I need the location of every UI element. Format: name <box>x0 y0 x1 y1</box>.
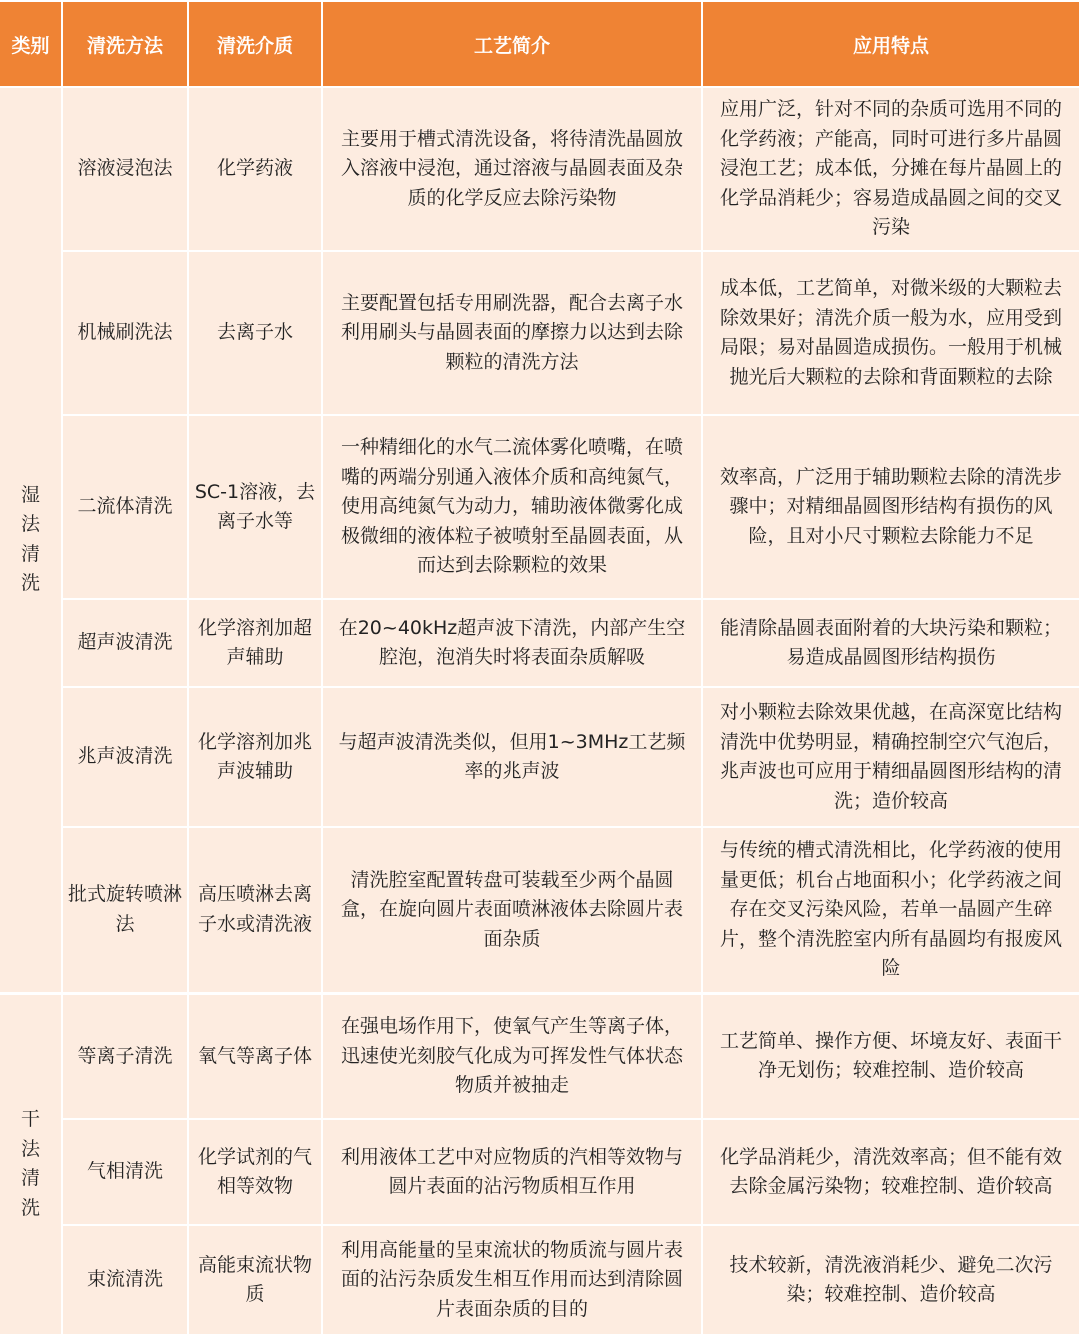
table-row <box>0 251 1080 415</box>
medium-cell: 化学溶剂加超声辅助 <box>188 599 322 687</box>
features-cell: 效率高，广泛用于辅助颗粒去除的清洗步骤中；对精细晶圆图形结构有损伤的风险，且对小尺寸颗粒去除能力不足 <box>702 415 1080 599</box>
features-cell: 成本低，工艺简单，对微米级的大颗粒去除效果好；清洗介质一般为水，应用受到局限；易对晶圆造成损伤。一般用于机械抛光后大颗粒的去除和背面颗粒的去除 <box>702 251 1080 415</box>
table-row <box>0 687 1080 827</box>
process-cell: 主要用于槽式清洗设备，将待清洗晶圆放入溶液中浸泡，通过溶液与晶圆表面及杂质的化学反应去除污染物 <box>322 87 702 251</box>
medium-cell: 去离子水 <box>188 251 322 415</box>
features-cell: 工艺简单、操作方便、坏境友好、表面干净无划伤；较难控制、造价较高 <box>702 993 1080 1119</box>
table-row <box>0 827 1080 993</box>
process-cell: 主要配置包括专用刷洗器，配合去离子水利用刷头与晶圆表面的摩擦力以达到去除颗粒的清洗方法 <box>322 251 702 415</box>
method-cell: 气相清洗 <box>62 1119 188 1225</box>
process-cell: 利用液体工艺中对应物质的汽相等效物与圆片表面的沾污物质相互作用 <box>322 1119 702 1225</box>
method-cell: 兆声波清洗 <box>62 687 188 827</box>
process-cell: 清洗腔室配置转盘可装载至少两个晶圆盒，在旋向圆片表面喷淋液体去除圆片表面杂质 <box>322 827 702 993</box>
header-category: 类别 <box>0 1 62 87</box>
medium-cell: 化学试剂的气相等效物 <box>188 1119 322 1225</box>
medium-cell: 高压喷淋去离子水或清洗液 <box>188 827 322 993</box>
features-cell: 能清除晶圆表面附着的大块污染和颗粒；易造成晶圆图形结构损伤 <box>702 599 1080 687</box>
table-row <box>0 1225 1080 1335</box>
medium-cell: 氧气等离子体 <box>188 993 322 1119</box>
medium-cell: 化学溶剂加兆声波辅助 <box>188 687 322 827</box>
category-dry: 干法清洗 <box>0 993 62 1335</box>
method-cell: 超声波清洗 <box>62 599 188 687</box>
table-row <box>0 599 1080 687</box>
process-cell: 在强电场作用下，使氧气产生等离子体，迅速使光刻胶气化成为可挥发性气体状态物质并被抽走 <box>322 993 702 1119</box>
medium-cell: SC-1溶液，去离子水等 <box>188 415 322 599</box>
header-process: 工艺简介 <box>322 1 702 87</box>
process-cell: 利用高能量的呈束流状的物质流与圆片表面的沾污杂质发生相互作用而达到清除圆片表面杂质的目的 <box>322 1225 702 1335</box>
method-cell: 机械刷洗法 <box>62 251 188 415</box>
table-row <box>0 993 1080 1119</box>
table-row <box>0 87 1080 251</box>
table-row <box>0 415 1080 599</box>
table-row <box>0 1119 1080 1225</box>
header-features: 应用特点 <box>702 1 1080 87</box>
header-method: 清洗方法 <box>62 1 188 87</box>
features-cell: 技术较新，清洗液消耗少、避免二次污染；较难控制、造价较高 <box>702 1225 1080 1335</box>
method-cell: 溶液浸泡法 <box>62 87 188 251</box>
features-cell: 对小颗粒去除效果优越，在高深宽比结构清洗中优势明显，精确控制空穴气泡后，兆声波也可应用于精细晶圆图形结构的清洗；造价较高 <box>702 687 1080 827</box>
category-wet: 湿法清洗 <box>0 87 62 993</box>
process-cell: 与超声波清洗类似，但用1~3MHz工艺频率的兆声波 <box>322 687 702 827</box>
features-cell: 化学品消耗少，清洗效率高；但不能有效去除金属污染物；较难控制、造价较高 <box>702 1119 1080 1225</box>
medium-cell: 化学药液 <box>188 87 322 251</box>
method-cell: 批式旋转喷淋法 <box>62 827 188 993</box>
features-cell: 与传统的槽式清洗相比，化学药液的使用量更低；机台占地面积小；化学药液之间存在交叉污染风险，若单一晶圆产生碎片，整个清洗腔室内所有晶圆均有报废风险 <box>702 827 1080 993</box>
table-header-row <box>0 1 1080 87</box>
header-medium: 清洗介质 <box>188 1 322 87</box>
features-cell: 应用广泛，针对不同的杂质可选用不同的化学药液；产能高，同时可进行多片晶圆浸泡工艺；成本低，分摊在每片晶圆上的化学品消耗少；容易造成晶圆之间的交叉污染 <box>702 87 1080 251</box>
method-cell: 等离子清洗 <box>62 993 188 1119</box>
method-cell: 束流清洗 <box>62 1225 188 1335</box>
method-cell: 二流体清洗 <box>62 415 188 599</box>
medium-cell: 高能束流状物质 <box>188 1225 322 1335</box>
process-cell: 一种精细化的水气二流体雾化喷嘴，在喷嘴的两端分别通入液体介质和高纯氮气，使用高纯氮气为动力，辅助液体微雾化成极微细的液体粒子被喷射至晶圆表面，从而达到去除颗粒的效果 <box>322 415 702 599</box>
process-cell: 在20~40kHz超声波下清洗，内部产生空腔泡，泡消失时将表面杂质解吸 <box>322 599 702 687</box>
